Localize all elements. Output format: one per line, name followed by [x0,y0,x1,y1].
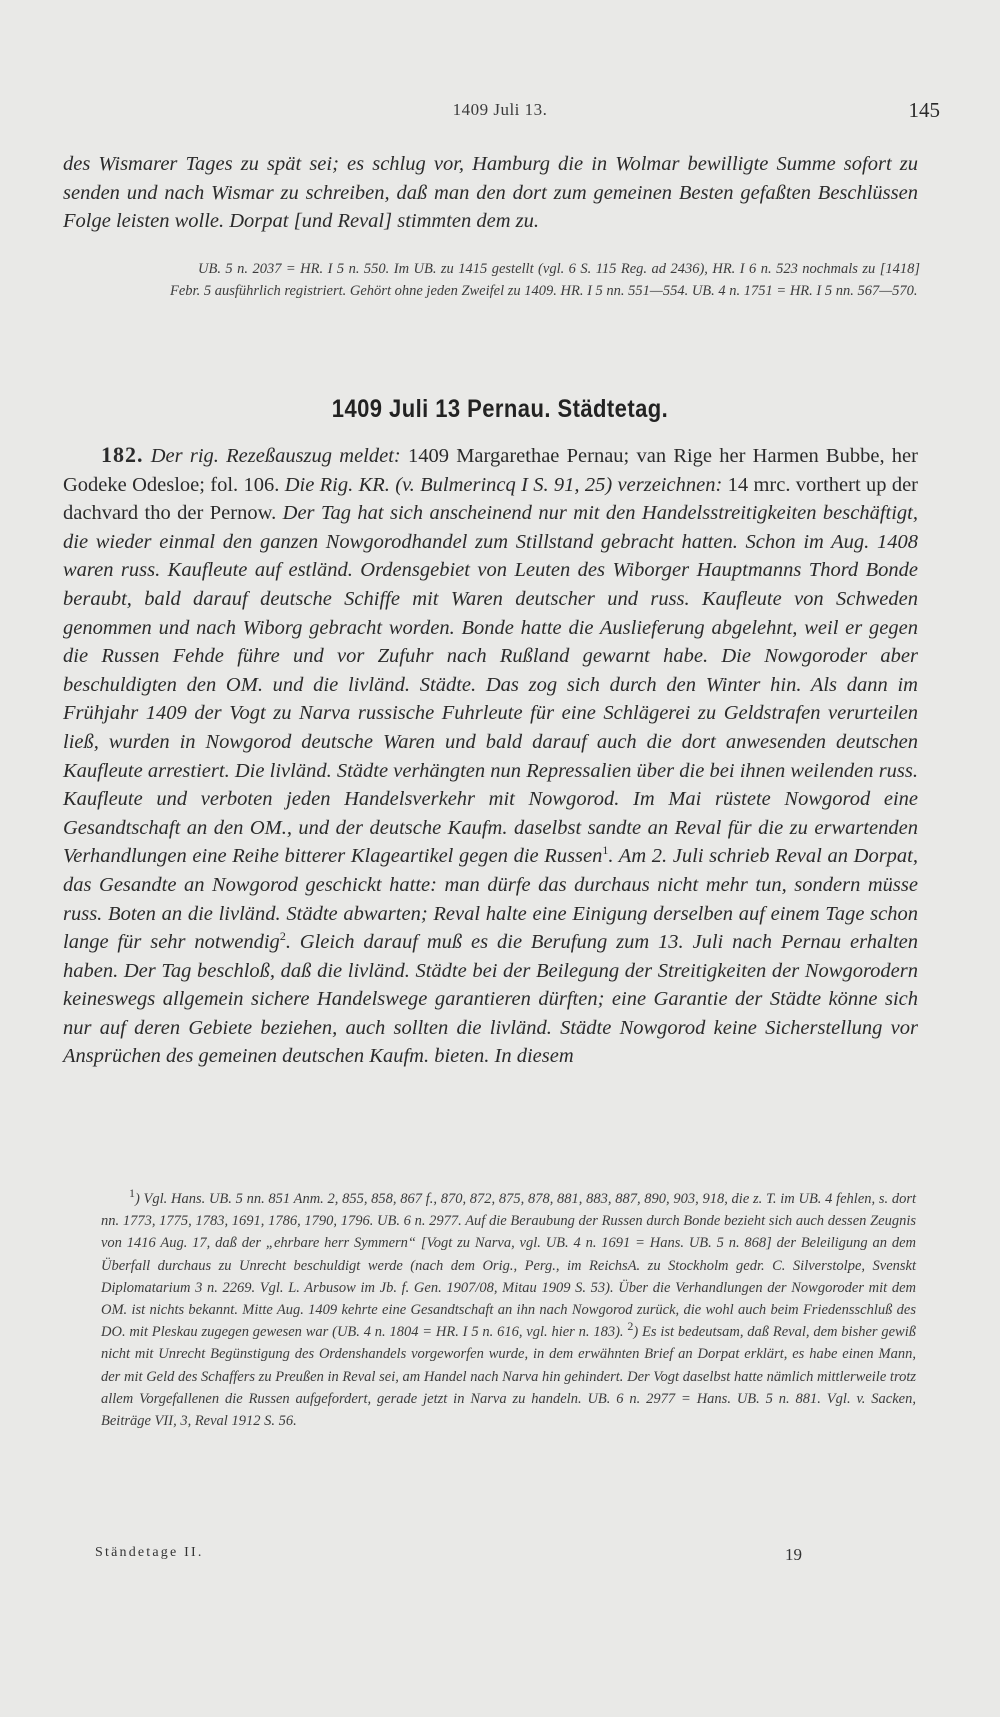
page-footer [95,1545,915,1569]
running-head-date: 1409 Juli 13. [452,100,548,119]
footnotes [101,1188,916,1432]
entry-number: 182. [101,442,144,467]
footnote-1-mark: 1 [129,1186,135,1201]
entry-recess-intro: Der rig. Rezeßauszug meldet: [150,445,401,467]
footnote-1-text: ) Vgl. Hans. UB. 5 nn. 851 Anm. 2, 855, 858, 867 f., 870, 872, 875, 878, 881, 883, 887, 890, 903, 918, die z. T. im UB. 4 fehlen, s. dort nn. 1773, 1775, 1783, 1691, 1786, 1790, 1796. UB. 6 n. 2977. Auf die Beraubung der Russen durch Bonde bezieht sich auch dessen Zeugnis von 1416 Aug. 17, daß der „ehrbare herr Symmern“ [Vogt zu Narva, vgl. UB. 4 n. 1691 = Hans. UB. 5 n. 868] der Beleiligung an dem Überfall durchaus zu Unrecht beschuldigt werde (nach dem Orig., Perg., im ReichsA. zu Stockholm gedr. C. Silverstolpe, Svenskt Diplomatarium 3 n. 2269. Vgl. L. Arbusow im Jb. f. Gen. 1907/08, Mitau 1909 S. 53). Über die Verhandlungen der Nowgoroder mit dem OM. ist nichts bekannt. Mitte Aug. 1409 kehrte eine Gesandtschaft an ihn nach Nowgorod zurück, die wohl auch beim Friedensschluß des DO. mit Pleskau zugegen gewesen war (UB. 4 n. 1804 = HR. I 5 n. 616, vgl. hier n. 183). [101,1191,916,1341]
footnote-ref-2: 2 [279,929,286,944]
footnote-2-text: ) Es ist bedeutsam, daß Reval, dem bisher gewiß nicht mit Unrecht Begünstigung des Ordenshandels vorgeworfen wurde, in dem erwähnten Brief an Dorpat erklärt, es habe einen Mann, der mit Geld des Schaffers zu Preußen in Reval sei, am Handel nach Narva hin gehindert. Der Vogt daselbst hatte nämlich mittlerweile trotz allem Vorgefallenen die Russen aufgefordert, gerade jetzt in Narva zu handeln. UB. 6 n. 2977 = Hans. UB. 5 n. 881. Vgl. v. Sacken, Beiträge VII, 3, Reval 1912 S. 56. [101,1324,917,1430]
footnote-2-mark: 2 [627,1319,634,1334]
entry-commentary-part1: Der Tag hat sich anscheinend nur mit den Handelsstreitigkeiten beschäftigt, die wieder einmal den ganzen Nowgorodhandel zum Stillstand gebracht hatten. Schon im Aug. 1408 waren russ. Kaufleute auf estländ. Ordensgebiet von Leuten des Wiborger Hauptmanns Thord Bonde beraubt, bald darauf deutsche Schiffe mit Waren deutscher und russ. Kaufleute von Schweden genommen und nach Wiborg gebracht worden. Bonde hatte die Auslieferung abgelehnt, weil er gegen die Russen Fehde führe und vor Zufuhr nach Rußland gewarnt habe. Die Nowgoroder aber beschuldigten den OM. und die livländ. Städte. Das zog sich durch den Winter hin. Als dann im Frühjahr 1409 der Vogt zu Narva russische Fuhrleute für eine Schlägerei zu Geldstrafen verurteilen ließ, wurden in Nowgorod deutsche Waren und bald darauf auch die dort anwesenden deutschen Kaufleute arrestiert. Die livländ. Städte verhängten nun Repressalien über die bei ihnen weilenden russ. Kaufleute und verboten jeden Handelsverkehr mit Nowgorod. Im Mai rüstete Nowgorod eine Gesandtschaft an den OM., und der deutsche Kaufm. daselbst sandte an Reval für die zu erwartenden Verhandlungen eine Reihe bitterer Klageartikel gegen die Russen [63,502,919,868]
footer-volume: Ständetage II. [95,1545,204,1560]
footer-signature: 19 [785,1545,802,1564]
entry-commentary-part2: . Am 2. Juli schrieb Reval an Dorpat, das Gesandte an Nowgorod geschickt hatte: man dürfe das durchaus nicht mehr tun, sondern müsse russ. Boten an die livländ. Städte abwarten; Reval halte eine Einigung derselben auf einem Tage schon lange für sehr notwendig [63,845,918,954]
entry-commentary-part3: . Gleich darauf muß es die Berufung zum 13. Juli nach Pernau erhalten haben. Der Tag beschloß, daß die livländ. Städte bei der Beilegung der Streitigkeiten der Nowgorodern keineswegs allgemein sichere Handelswege garantieren dürften; eine Garantie der Städte könne sich nur auf deren Gebiete beziehen, auch sollten die livländ. Städte Nowgorod keine Sicherstellung vor Ansprüchen des gemeinen deutschen Kaufm. bieten. In diesem [63,931,919,1068]
section-heading: 1409 Juli 13 Pernau. Städtetag. [331,395,669,423]
running-head [0,100,1000,130]
page-number: 145 [908,98,940,122]
entry-kr-text: 14 mrc. vorthert up der dachvard tho der Pernow. [63,473,919,525]
entry-182 [63,441,918,1071]
footnote-ref-1: 1 [602,843,609,858]
intro-paragraph: des Wismarer Tages zu spät sei; es schlug vor, Hamburg die in Wolmar bewilligte Summe sofort zu senden und nach Wismar zu schreiben, daß man den dort zum gemeinen Besten gefaßten Beschlüssen Folge leisten wolle. Dorpat [und Reval] stimmten dem zu. [63,153,918,233]
entry-kr-intro: Die Rig. KR. (v. Bulmerincq I S. 91, 25) verzeichnen: [284,473,723,496]
intro-source-note: UB. 5 n. 2037 = HR. I 5 n. 550. Im UB. zu 1415 gestellt (vgl. 6 S. 115 Reg. ad 2436), HR. I 6 n. 523 nochmals zu [1418] Febr. 5 ausführlich registriert. Gehört ohne jeden Zweifel zu 1409. HR. I 5 nn. 551—554. UB. 4 n. 1751 = HR. I 5 nn. 567—570. [170,261,920,300]
entry-recess-text: 1409 Margarethae Pernau; van Rige her Harmen Bubbe, her Godeke Odesloe; fol. 106. [63,445,918,496]
